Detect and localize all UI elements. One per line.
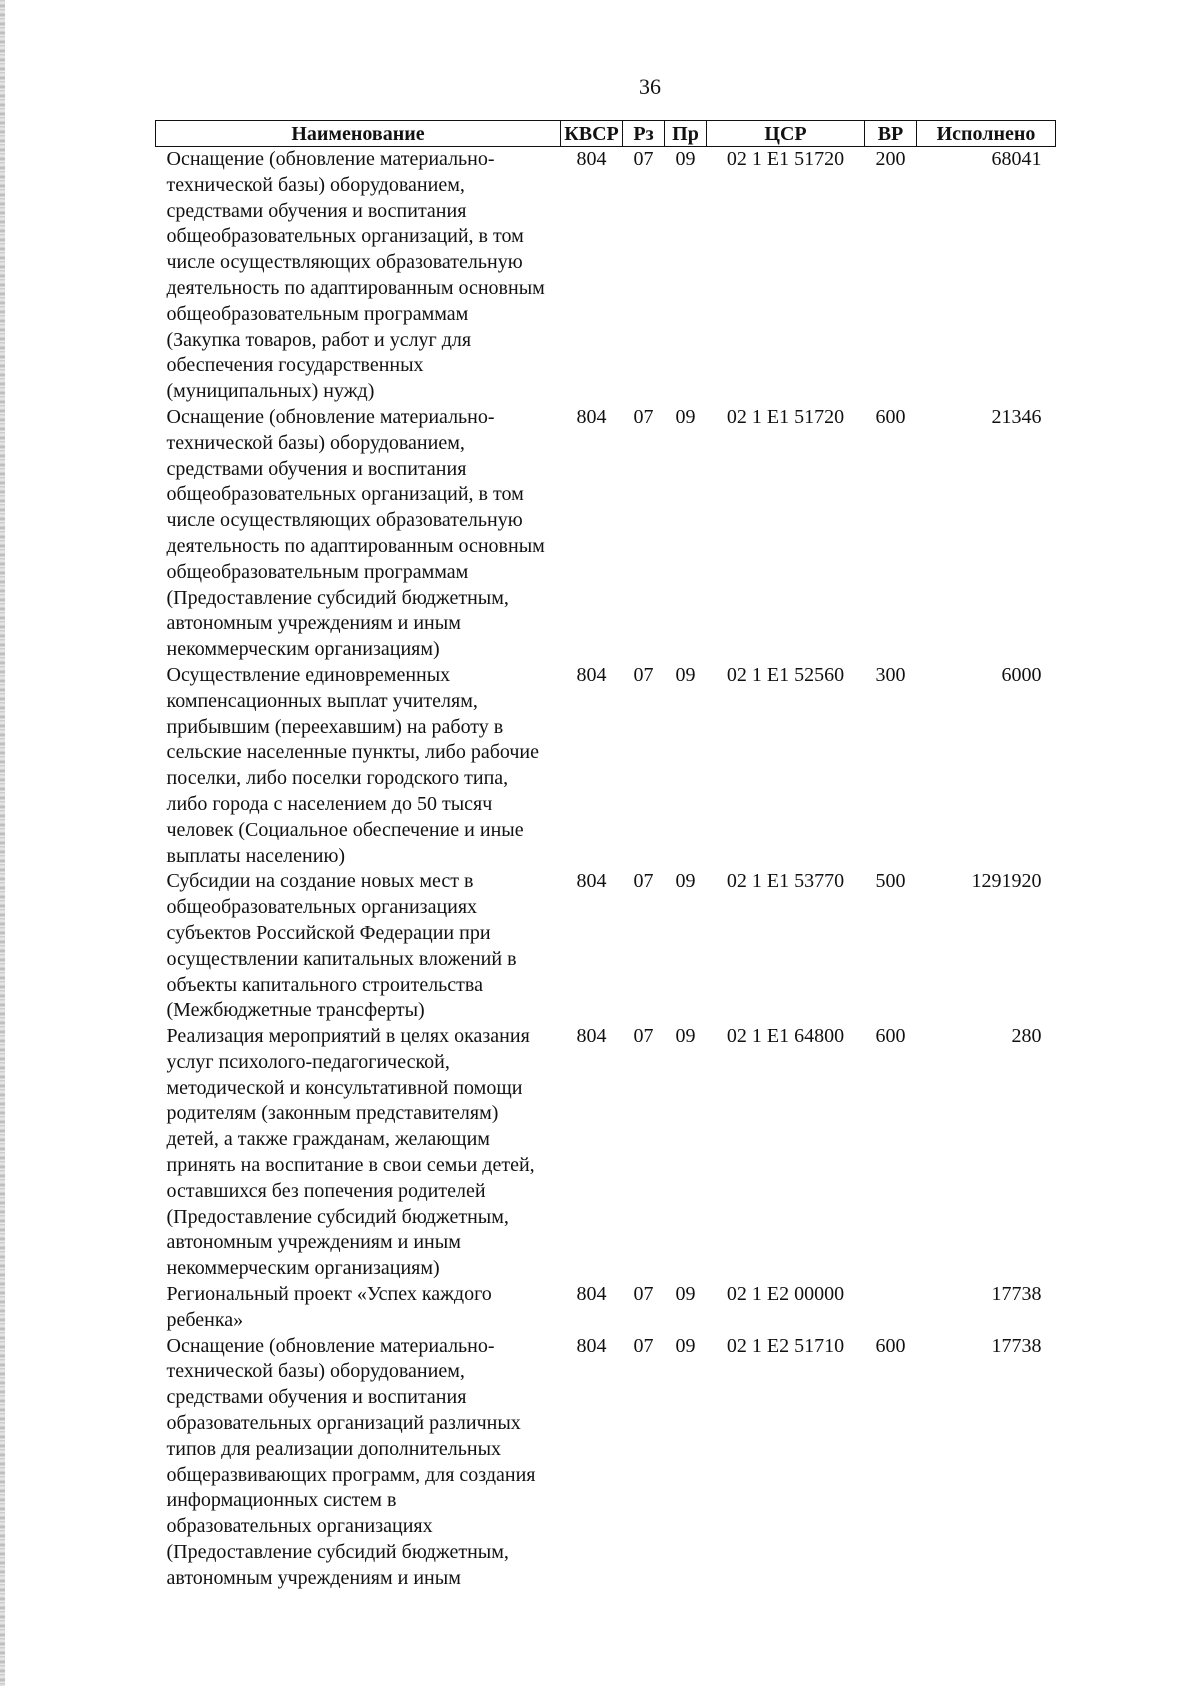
cell-name	[156, 1334, 561, 1592]
cell-rz: 07	[633, 1283, 654, 1306]
cell-csr: 02 1 E1 53770	[726, 870, 845, 893]
cell-vr: 600	[875, 1334, 906, 1357]
name-line: автономным учреждениям и иным	[166, 1231, 461, 1254]
cell-csr: 02 1 E1 51720	[726, 405, 845, 428]
cell-executed: 68041	[991, 148, 1042, 170]
cell-name	[156, 1282, 561, 1334]
name-line: человек (Социальное обеспечение и иные	[166, 818, 524, 841]
name-line: сельские населенные пункты, либо рабочие	[166, 741, 539, 764]
name-line: некоммерческим организациям)	[166, 638, 440, 661]
cell-vr: 300	[875, 663, 906, 686]
table-header-row	[156, 121, 1056, 147]
cell-csr: 02 1 E1 52560	[726, 663, 845, 686]
budget-execution-table	[155, 120, 1056, 1592]
cell-pr: 09	[675, 1334, 696, 1357]
name-line: Оснащение (обновление материально-	[166, 148, 495, 170]
name-line: типов для реализации дополнительных	[166, 1437, 502, 1460]
name-line: деятельность по адаптированным основным	[166, 276, 545, 299]
cell-executed: 280	[1011, 1025, 1042, 1048]
cell-name	[156, 1024, 561, 1282]
name-line: методической и консультативной помощи	[166, 1076, 523, 1099]
cell-kvsr: 804	[576, 148, 607, 170]
name-line: образовательных организаций различных	[166, 1412, 521, 1435]
header-rz: Рз	[623, 121, 665, 147]
cell-vr	[865, 1282, 917, 1334]
cell-kvsr: 804	[576, 1283, 607, 1306]
cell-executed: 1291920	[971, 870, 1042, 893]
name-line: числе осуществляющих образовательную	[166, 509, 523, 532]
name-line: средствами обучения и воспитания	[166, 1386, 467, 1409]
name-line: автономным учреждениям и иным	[166, 1566, 461, 1589]
name-line: информационных систем в	[166, 1489, 397, 1512]
header-csr: ЦСР	[707, 121, 865, 147]
cell-executed: 17738	[991, 1283, 1042, 1306]
cell-rz: 07	[633, 148, 654, 170]
cell-rz: 07	[633, 405, 654, 428]
name-line: (Предоставление субсидий бюджетным,	[166, 1541, 509, 1564]
scan-edge-artifact	[0, 0, 5, 1686]
name-line: поселки, либо поселки городского типа,	[166, 767, 509, 790]
cell-rz: 07	[633, 1334, 654, 1357]
name-line: (Предоставление субсидий бюджетным,	[166, 1205, 509, 1228]
name-line: услуг психолого-педагогической,	[166, 1050, 450, 1073]
name-line: (Межбюджетные трансферты)	[166, 999, 425, 1022]
cell-vr: 500	[875, 870, 906, 893]
name-line: обеспечения государственных	[166, 354, 424, 377]
cell-executed: 17738	[991, 1334, 1042, 1357]
name-line: оставшихся без попечения родителей	[166, 1179, 486, 1202]
table-row	[156, 1024, 1056, 1282]
name-line: Реализация мероприятий в целях оказания	[166, 1025, 530, 1048]
name-line: детей, а также гражданам, желающим	[166, 1128, 490, 1151]
cell-pr: 09	[675, 405, 696, 428]
table-row	[156, 1334, 1056, 1592]
name-line: технической базы) оборудованием,	[166, 173, 465, 196]
name-line: числе осуществляющих образовательную	[166, 251, 523, 274]
cell-pr: 09	[675, 1025, 696, 1048]
name-line: осуществлении капитальных вложений в	[166, 947, 517, 970]
name-line: (Закупка товаров, работ и услуг для	[166, 328, 472, 351]
name-line: выплаты населению)	[166, 844, 346, 867]
name-line: технической базы) оборудованием,	[166, 1360, 465, 1383]
cell-kvsr: 804	[576, 870, 607, 893]
cell-csr: 02 1 E2 51710	[726, 1334, 845, 1357]
cell-executed: 6000	[1001, 663, 1042, 686]
name-line: либо города с населением до 50 тысяч	[166, 792, 493, 815]
cell-kvsr: 804	[576, 663, 607, 686]
name-line: Осуществление единовременных	[166, 663, 451, 686]
name-line: общеобразовательных организациях	[166, 896, 478, 919]
header-pr: Пр	[665, 121, 707, 147]
cell-kvsr: 804	[576, 1334, 607, 1357]
name-line: принять на воспитание в свои семьи детей,	[166, 1154, 535, 1177]
name-line: (Предоставление субсидий бюджетным,	[166, 586, 509, 609]
header-vr: ВР	[865, 121, 917, 147]
table-row	[156, 869, 1056, 1024]
name-line: средствами обучения и воспитания	[166, 199, 467, 222]
name-line: технической базы) оборудованием,	[166, 431, 465, 454]
cell-executed: 21346	[991, 405, 1042, 428]
table-row	[156, 663, 1056, 869]
name-line: объекты капитального строительства	[166, 973, 483, 996]
cell-pr: 09	[675, 663, 696, 686]
name-line: автономным учреждениям и иным	[166, 612, 461, 635]
cell-rz: 07	[633, 1025, 654, 1048]
cell-pr: 09	[675, 1283, 696, 1306]
name-line: общеобразовательным программам	[166, 302, 469, 325]
name-line: общеобразовательным программам	[166, 560, 469, 583]
name-line: некоммерческим организациям)	[166, 1257, 440, 1280]
name-line: деятельность по адаптированным основным	[166, 534, 545, 557]
name-line: Оснащение (обновление материально-	[166, 405, 495, 428]
cell-csr: 02 1 E2 00000	[726, 1283, 845, 1306]
name-line: субъектов Российской Федерации при	[166, 921, 491, 944]
name-line: ребенка»	[166, 1308, 244, 1331]
header-kvsr: КВСР	[561, 121, 623, 147]
page-number: 36	[639, 74, 661, 99]
name-line: Субсидии на создание новых мест в	[166, 870, 474, 893]
cell-vr: 600	[875, 405, 906, 428]
cell-csr: 02 1 E1 64800	[726, 1025, 845, 1048]
cell-rz: 07	[633, 870, 654, 893]
cell-name	[156, 147, 561, 405]
name-line: (муниципальных) нужд)	[166, 380, 375, 403]
name-line: общеобразовательных организаций, в том	[166, 483, 524, 506]
name-line: компенсационных выплат учителям,	[166, 689, 478, 712]
table-row	[156, 147, 1056, 405]
name-line: средствами обучения и воспитания	[166, 457, 467, 480]
cell-pr: 09	[675, 870, 696, 893]
name-line: общеобразовательных организаций, в том	[166, 225, 524, 248]
cell-kvsr: 804	[576, 1025, 607, 1048]
cell-pr: 09	[675, 148, 696, 170]
header-executed: Исполнено	[917, 121, 1056, 147]
cell-name	[156, 405, 561, 663]
table-body	[156, 147, 1056, 1592]
cell-vr: 600	[875, 1025, 906, 1048]
name-line: Региональный проект «Успех каждого	[166, 1283, 492, 1306]
cell-kvsr: 804	[576, 405, 607, 428]
table-row	[156, 1282, 1056, 1334]
cell-vr: 200	[875, 148, 906, 170]
cell-name	[156, 663, 561, 869]
name-line: общеразвивающих программ, для создания	[166, 1463, 536, 1486]
cell-name	[156, 869, 561, 1024]
cell-rz: 07	[633, 663, 654, 686]
cell-csr: 02 1 E1 51720	[726, 148, 845, 170]
name-line: Оснащение (обновление материально-	[166, 1334, 495, 1357]
name-line: прибывшим (переехавшим) на работу в	[166, 715, 504, 738]
name-line: образовательных организациях	[166, 1515, 433, 1538]
name-line: родителям (законным представителям)	[166, 1102, 499, 1125]
header-name: Наименование	[156, 121, 561, 147]
table-row	[156, 405, 1056, 663]
